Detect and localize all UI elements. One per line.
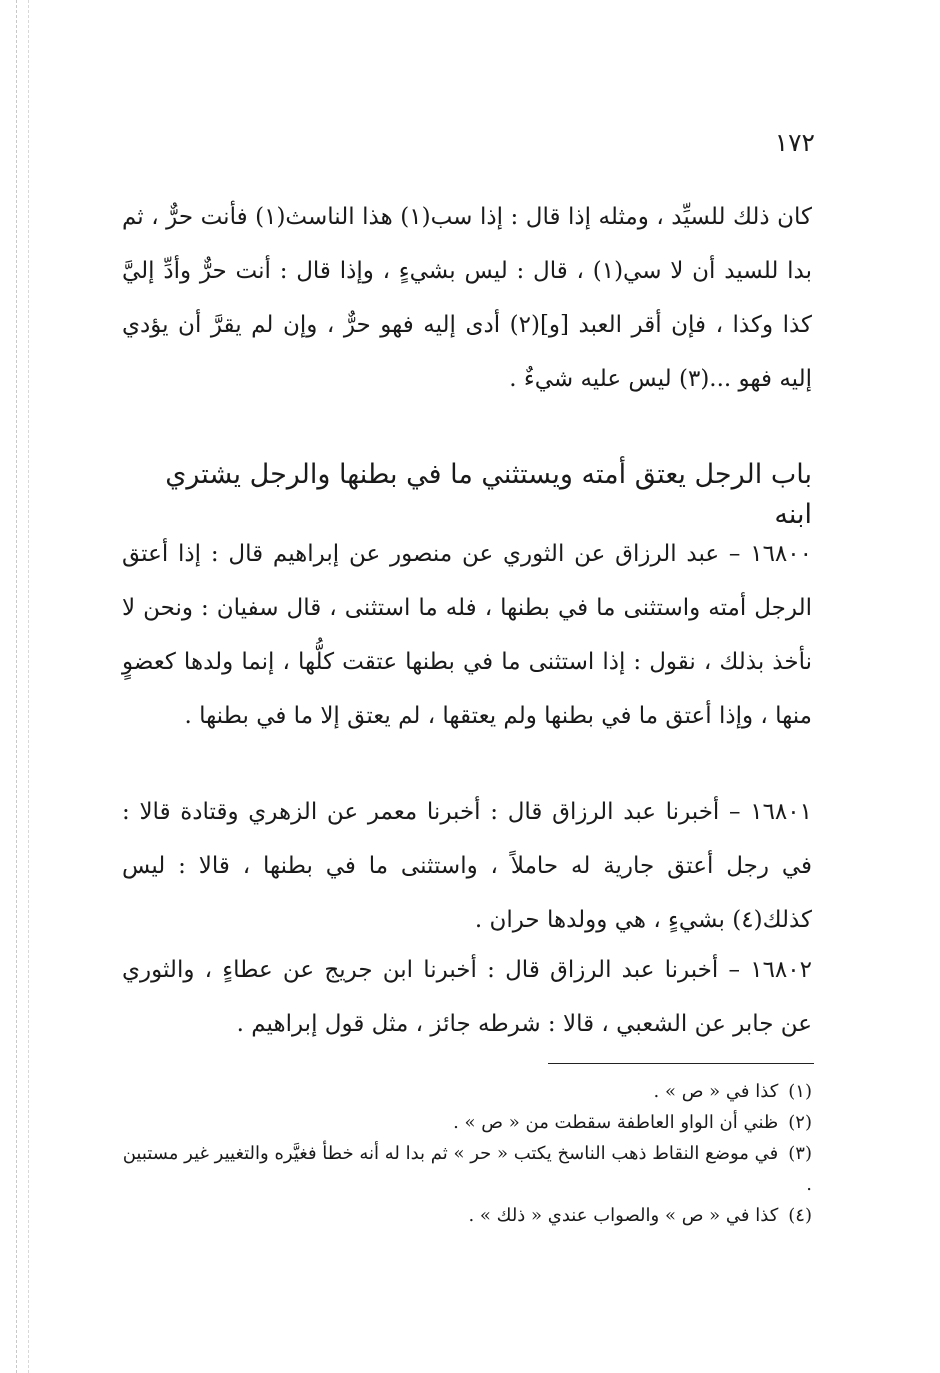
- footnote-divider: [548, 1063, 814, 1064]
- footnotes: [122, 1076, 812, 1231]
- footnote-number: (٣): [788, 1143, 812, 1164]
- hadith-16800: ١٦٨٠٠ – عبد الرزاق عن الثوري عن منصور عن إبراهيم قال : إذا أعتق الرجل أمته واستثنى ما في بطنها ، فله ما استثنى ، قال سفيان : ونحن لا نأخذ بذلك ، نقول : إذا استثنى ما في بطنها عتقت كلُّها ، إنما ولدها كعضوٍ منها ، وإذا أعتق ما في بطنها ولم يعتقها ، لم يعتق إلا ما في بطنها .: [122, 541, 812, 729]
- footnote-text: ظني أن الواو العاطفة سقطت من « ص » .: [453, 1112, 779, 1133]
- opening-paragraph: كان ذلك للسيِّد ، ومثله إذا قال : إذا سب(١) هذا الناسث(١) فأنت حرٌّ ، ثم بدا للسيد أن لا سي(١) ، قال : ليس بشيءٍ ، وإذا قال : أنت حرٌّ وأدِّ إليَّ كذا وكذا ، فإن أقر العبد [و](٢) أدى إليه فهو حرٌّ ، وإن لم يقرَّ أن يؤدي إليه فهو ...(٣) ليس عليه شيءٌ .: [122, 204, 813, 392]
- scan-edge-line: [16, 0, 17, 1373]
- footnote-number: (٤): [788, 1205, 812, 1226]
- footnote-item: [122, 1200, 812, 1231]
- scan-edge-line: [28, 0, 29, 1373]
- chapter-heading: باب الرجل يعتق أمته ويستثني ما في بطنها والرجل يشتري ابنه: [165, 459, 812, 530]
- footnote-number: (٢): [788, 1112, 812, 1133]
- footnote-text: كذا في « ص » والصواب عندي « ذلك » .: [468, 1205, 779, 1226]
- footnote-text: في موضع النقاط ذهب الناسخ يكتب « حر » ثم بدا له أنه خطأ فغيَّره والتغيير غير مستبين .: [122, 1143, 812, 1195]
- footnote-text: كذا في « ص » .: [653, 1081, 779, 1102]
- footnote-number: (١): [788, 1081, 812, 1102]
- footnote-item: [122, 1107, 812, 1138]
- page-number: ١٧٢: [774, 128, 815, 157]
- hadith-16801: ١٦٨٠١ – أخبرنا عبد الرزاق قال : أخبرنا معمر عن الزهري وقتادة قالا : في رجل أعتق جارية له حاملاً ، واستثنى ما في بطنها ، قالا : ليس كذلك(٤) بشيءٍ ، هي وولدها حران .: [122, 799, 812, 933]
- footnote-item: [122, 1138, 812, 1200]
- footnote-item: [122, 1076, 812, 1107]
- hadith-16802: ١٦٨٠٢ – أخبرنا عبد الرزاق قال : أخبرنا ابن جريج عن عطاءٍ ، والثوري عن جابر عن الشعبي ، قالا : شرطه جائز ، مثل قول إبراهيم .: [122, 957, 812, 1037]
